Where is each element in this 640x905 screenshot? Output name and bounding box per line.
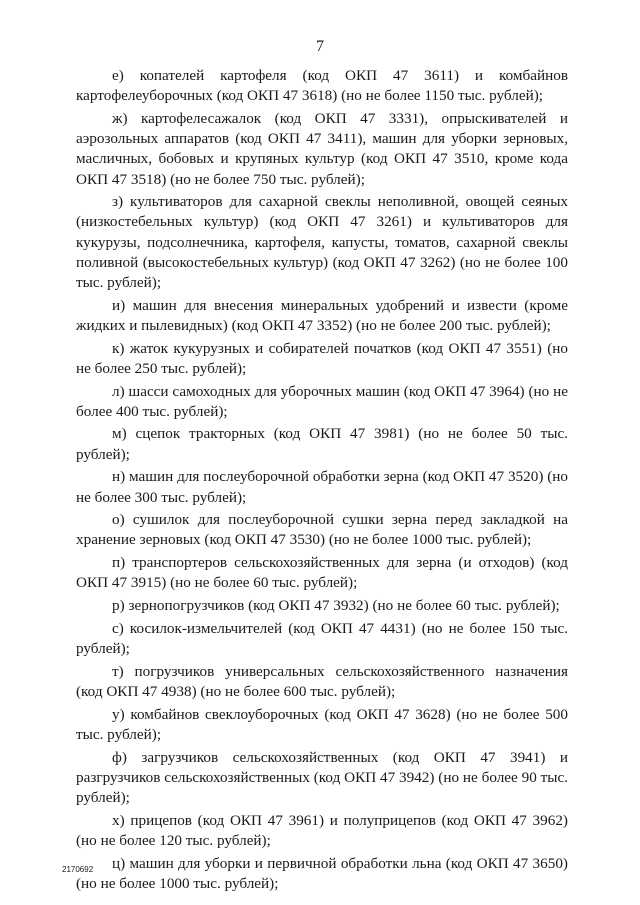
list-item: з) культиваторов для сахарной свеклы неполивной, овощей сеяных (низкостебельных культур) (код ОКП 47 3261) и культиваторов для кукурузы, подсолнечника, картофеля, капусты, томатов, сахарной свеклы поливной (высокостебельных культур) (код ОКП 47 3262) (но не более 100 тыс. рублей); <box>76 193 568 292</box>
list-item: н) машин для послеуборочной обработки зерна (код ОКП 47 3520) (но не более 300 тыс. рублей); <box>76 468 568 506</box>
list-item: ц) машин для уборки и первичной обработки льна (код ОКП 47 3650) (но не более 1000 тыс. рублей); <box>76 854 568 892</box>
list-item: х) прицепов (код ОКП 47 3961) и полуприцепов (код ОКП 47 3962) (но не более 120 тыс. рублей); <box>76 811 568 849</box>
list-item: п) транспортеров сельскохозяйственных для зерна (и отходов) (код ОКП 47 3915) (но не более 60 тыс. рублей); <box>76 554 568 592</box>
list-item: к) жаток кукурузных и собирателей початков (код ОКП 47 3551) (но не более 250 тыс. рублей); <box>76 339 568 377</box>
list-item: л) шасси самоходных для уборочных машин (код ОКП 47 3964) (но не более 400 тыс. рублей); <box>76 382 568 420</box>
list-item: у) комбайнов свеклоуборочных (код ОКП 47 3628) (но не более 500 тыс. рублей); <box>76 705 568 743</box>
list-item: е) копателей картофеля (код ОКП 47 3611) и комбайнов картофелеуборочных (код ОКП 47 3618) (но не более 1150 тыс. рублей); <box>76 67 568 105</box>
list-item: р) зернопогрузчиков (код ОКП 47 3932) (но не более 60 тыс. рублей); <box>112 597 560 615</box>
document-body <box>76 66 568 896</box>
list-item: ф) загрузчиков сельскохозяйственных (код ОКП 47 3941) и разгрузчиков сельскохозяйственных (код ОКП 47 3942) (но не более 90 тыс. рублей); <box>76 748 568 806</box>
document-code: 2170692 <box>62 865 94 874</box>
list-item: ж) картофелесажалок (код ОКП 47 3331), опрыскивателей и аэрозольных аппаратов (код ОКП 47 3411), машин для уборки зерновых, масличных, бобовых и крупяных культур (код ОКП 47 3510, кроме кода ОКП 47 3518) (но не более 750 тыс. рублей); <box>76 109 568 188</box>
list-item: о) сушилок для послеуборочной сушки зерна перед закладкой на хранение зерновых (код ОКП 47 3530) (но не более 1000 тыс. рублей); <box>76 511 568 549</box>
list-item: с) косилок-измельчителей (код ОКП 47 4431) (но не более 150 тыс. рублей); <box>76 619 568 657</box>
list-item: т) погрузчиков универсальных сельскохозяйственного назначения (код ОКП 47 4938) (но не более 600 тыс. рублей); <box>76 662 568 700</box>
list-item: и) машин для внесения минеральных удобрений и извести (кроме жидких и пылевидных) (код ОКП 47 3352) (но не более 200 тыс. рублей); <box>76 296 568 334</box>
list-item: м) сцепок тракторных (код ОКП 47 3981) (но не более 50 тыс. рублей); <box>76 425 568 463</box>
page-number: 7 <box>316 38 324 55</box>
